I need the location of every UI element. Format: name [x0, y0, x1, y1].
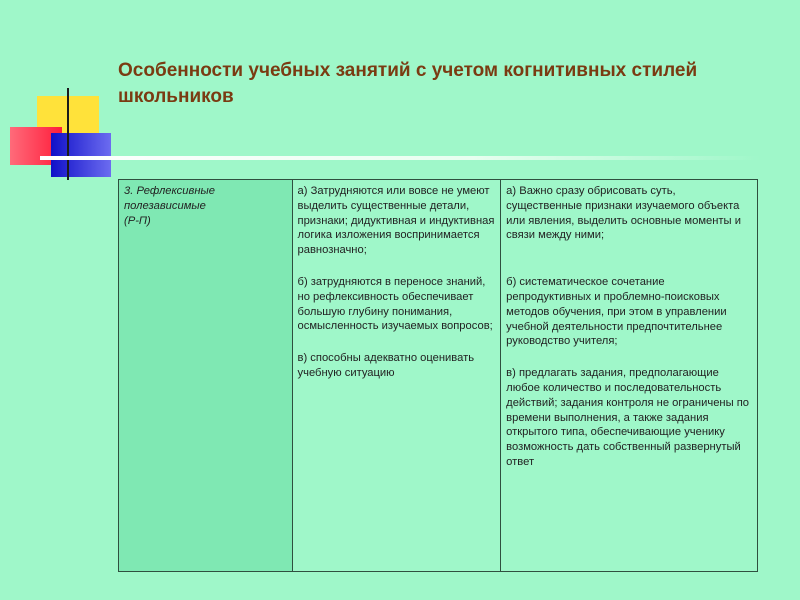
- style-label-cell: [119, 180, 293, 572]
- recommendation-item: б) систематическое сочетание репродуктивных и проблемно-поисковых методов обучения, при этом в управлении учебной деятельности предпочтительнее руководство учителя;: [506, 276, 727, 348]
- slide-title: Особенности учебных занятий с учетом когнитивных стилей школьников: [118, 60, 698, 107]
- table-row: [119, 180, 758, 572]
- characteristic-item: б) затрудняются в переносе знаний, но рефлексивность обеспечивает большую глубину понимания, осмысленность изучаемых вопросов;: [297, 275, 493, 333]
- style-label-line: (Р-П): [124, 214, 151, 227]
- cognitive-styles-table: [118, 179, 758, 572]
- recommendations-cell: [501, 180, 758, 572]
- characteristics-cell: [292, 180, 501, 572]
- characteristic-item: а) Затрудняются или вовсе не умеют выделить существенные детали, признаки; дидуктивная и индуктивная логика изложения воспринимается равнозначно;: [297, 185, 495, 257]
- decor-blue-square: [51, 133, 111, 177]
- recommendation-item: а) Важно сразу обрисовать суть, существенные признаки изучаемого объекта или явления, выделить основные моменты и связи между ними;: [506, 185, 741, 242]
- style-label-line: 3. Рефлексивные: [124, 185, 215, 197]
- decor-vertical-line: [67, 88, 69, 180]
- style-label-line: полезависимые: [124, 199, 206, 212]
- characteristic-item: в) способны адекватно оценивать учебную ситуацию: [297, 352, 475, 379]
- recommendation-item: в) предлагать задания, предполагающие любое количество и последовательность действий; задания контроля не ограничены по времени выполнения, а также задания открытого типа, обеспечивающие ученику возможность дать собственный развернутый ответ: [506, 367, 750, 468]
- decor-horizontal-line: [40, 156, 760, 160]
